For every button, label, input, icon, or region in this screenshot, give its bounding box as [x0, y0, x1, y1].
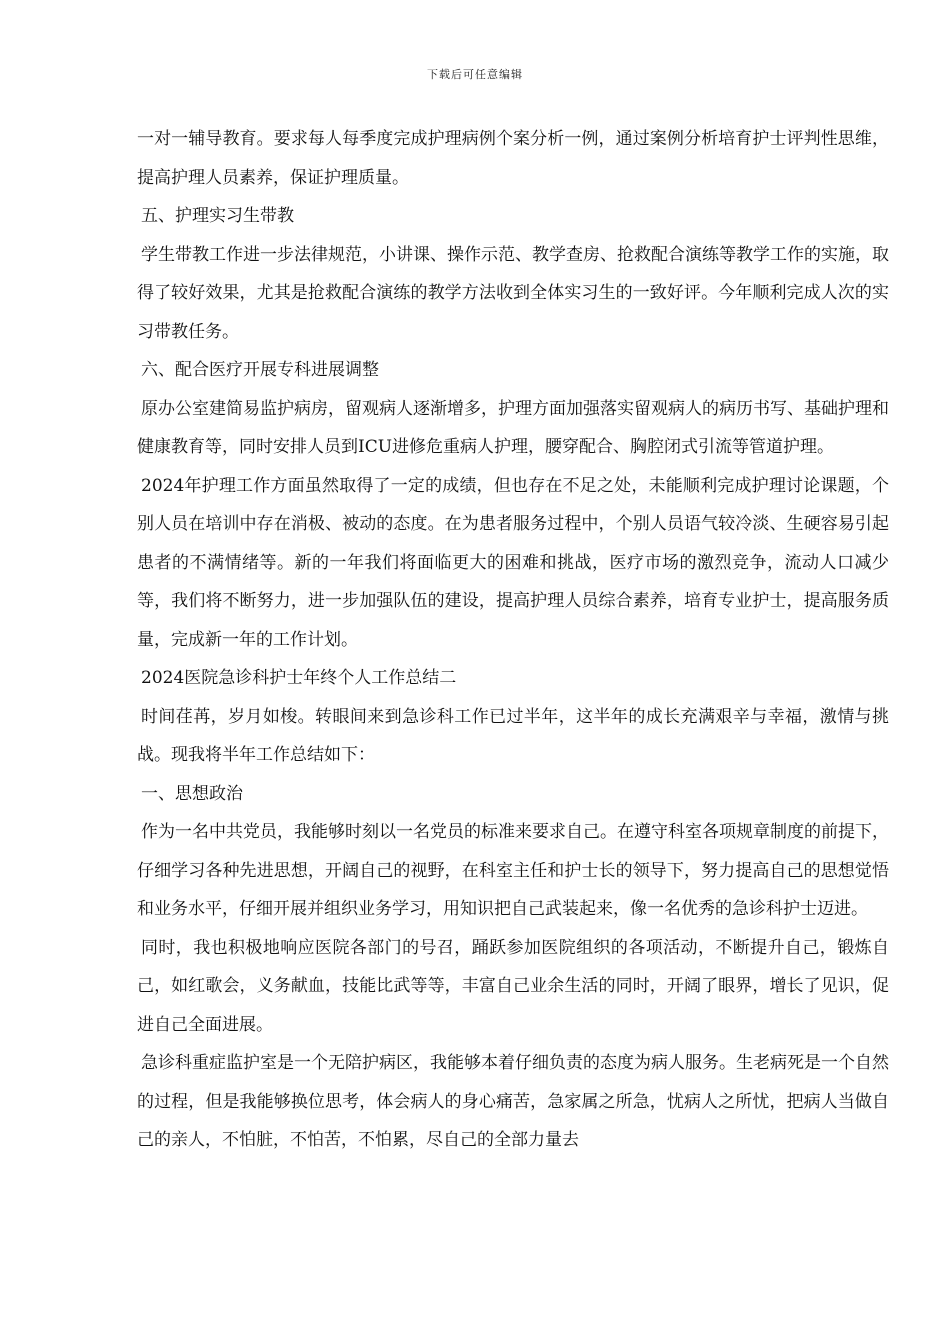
section-heading-6: 六、配合医疗开展专科进展调整: [141, 360, 379, 380]
document-body: [137, 120, 889, 1160]
section-heading-5: 五、护理实习生带教: [141, 206, 294, 226]
paragraph-icu-care: 急诊科重症监护室是一个无陪护病区，我能够本着仔细负责的态度为病人服务。生老病死是一个自然的过程，但是我能够换位思考，体会病人的身心痛苦，急家属之所急，忧病人之所忧，把病人当做自己的亲人，不怕脏，不怕苦，不怕累，尽自己的全部力量去: [137, 1053, 889, 1150]
paragraph-continuation: 一对一辅导教育。要求每人每季度完成护理病例个案分析一例，通过案例分析培育护士评判性思维，提高护理人员素养，保证护理质量。: [137, 129, 889, 188]
document-subtitle: 2024医院急诊科护士年终个人工作总结二: [141, 668, 457, 688]
paragraph-party-member: 作为一名中共党员，我能够时刻以一名党员的标准来要求自己。在遵守科室各项规章制度的前提下，仔细学习各种先进思想，开阔自己的视野，在科室主任和护士长的领导下，努力提高自己的思想觉悟和业务水平，仔细开展并组织业务学习，用知识把自己武装起来，像一名优秀的急诊科护士迈进。: [137, 822, 889, 919]
paragraph-intern-teaching: 学生带教工作进一步法律规范，小讲课、操作示范、教学查房、抢救配合演练等教学工作的实施，取得了较好效果，尤其是抢救配合演练的教学方法收到全体实习生的一致好评。今年顺利完成人次的实习带教任务。: [137, 244, 889, 342]
section-heading-1: 一、思想政治: [141, 783, 243, 804]
paragraph-activities: 同时，我也积极地响应医院各部门的号召，踊跃参加医院组织的各项活动，不断提升自己，锻炼自己，如红歌会，义务献血，技能比武等等，丰富自己业余生活的同时，开阔了眼界，增长了见识，促进自己全面进展。: [137, 937, 889, 1035]
paragraph-monitoring-ward: 原办公室建简易监护病房，留观病人逐渐增多，护理方面加强落实留观病人的病历书写、基础护理和健康教育等，同时安排人员到ICU进修危重病人护理，腰穿配合、胸腔闭式引流等管道护理。: [137, 398, 889, 457]
header-note: 下载后可任意编辑: [427, 68, 523, 81]
paragraph-intro: 时间荏苒，岁月如梭。转眼间来到急诊科工作已过半年，这半年的成长充满艰辛与幸福，激情与挑战。现我将半年工作总结如下：: [137, 706, 889, 765]
paragraph-year-review: 2024年护理工作方面虽然取得了一定的成绩，但也存在不足之处，未能顺利完成护理讨论课题，个别人员在培训中存在消极、被动的态度。在为患者服务过程中，个别人员语气较冷淡、生硬容易引起患者的不满情绪等。新的一年我们将面临更大的困难和挑战，医疗市场的激烈竞争，流动人口减少等，我们将不断努力，进一步加强队伍的建设，提高护理人员综合素养，培育专业护士，提高服务质量，完成新一年的工作计划。: [137, 475, 889, 650]
